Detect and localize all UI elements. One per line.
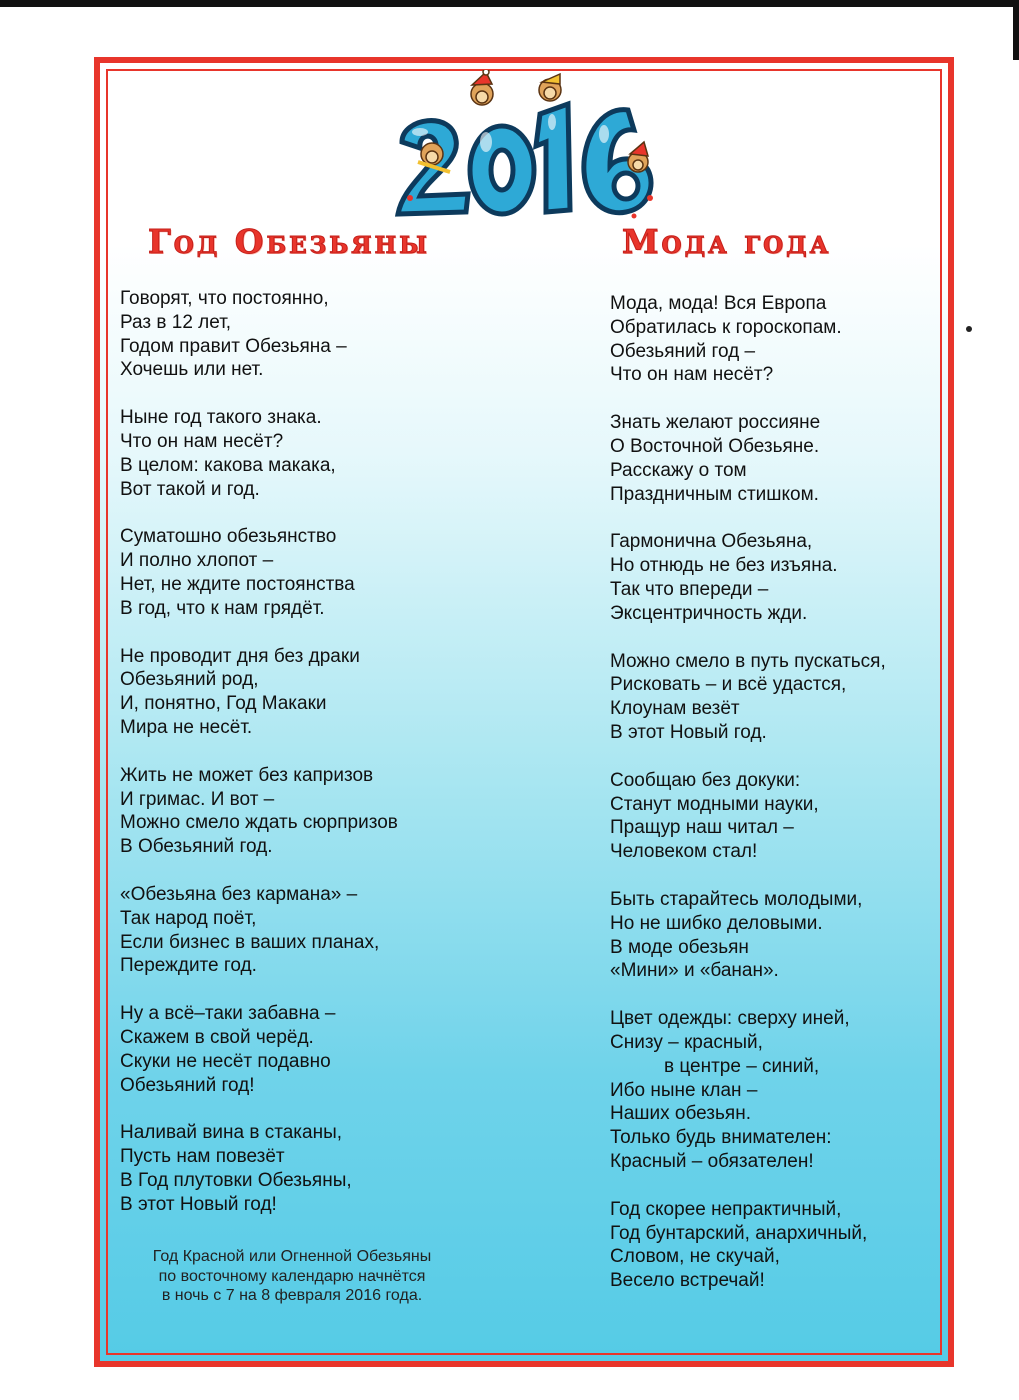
poem-line: Весело встречай! [610, 1270, 765, 1292]
note-line: по восточному календарю начнётся [158, 1267, 426, 1285]
poem-line: Человеком стал! [610, 841, 758, 863]
poem-line: В целом: какова макака, [120, 454, 336, 476]
poem-line: Говорят, что постоянно, [120, 288, 329, 309]
poem-line: Рисковать – и всё удастся, [610, 674, 847, 696]
poem-line: Нет, не ждите постоянства [120, 573, 355, 595]
stanza [120, 883, 500, 978]
poem-line: Мода, мода! Вся Европа [610, 293, 827, 314]
poem-line: Годом правит Обезьяна – [120, 335, 347, 357]
note-line: Год Красной или Огненной Обезьяны [152, 1248, 432, 1265]
poem-line: «Обезьяна без кармана» – [120, 883, 358, 905]
stanza [120, 525, 500, 620]
note-line: в ночь с 7 на 8 февраля 2016 года. [161, 1287, 423, 1304]
stanza [610, 411, 990, 506]
poem-line: Клоунам везёт [610, 698, 740, 720]
poem-line: И, понятно, Год Макаки [120, 693, 327, 715]
poem-line: Жить не может без капризов [120, 764, 374, 786]
poem-line: Праздничным стишком. [610, 483, 819, 505]
stanza [120, 406, 500, 501]
poem-line: Наших обезьян. [610, 1103, 751, 1125]
poem-line: Знать желают россияне [610, 412, 821, 434]
poem-line: И гримас. И вот – [120, 788, 275, 810]
poem-line: Хочешь или нет. [120, 359, 264, 381]
poem-line: В моде обезьян [610, 936, 749, 958]
poem-line: Что он нам несёт? [120, 430, 284, 452]
poem-line: В этот Новый год! [120, 1193, 277, 1215]
poem-line: Можно смело ждать сюрпризов [120, 812, 398, 834]
poem-line: В этот Новый год. [610, 721, 767, 743]
monkeys-2016-logo-icon [390, 70, 660, 220]
poem-line: Можно смело в путь пускаться, [610, 650, 886, 672]
poem-line: Не проводит дня без драки [120, 645, 360, 667]
right-poem [610, 292, 990, 1317]
poem-line: Пращур наш читал – [610, 817, 794, 839]
poem-line: Красный – обязателен! [610, 1150, 814, 1172]
poem-line: Наливай вина в стаканы, [120, 1122, 343, 1144]
poem-line: Скажем в свой черёд. [120, 1026, 314, 1048]
poem-line: Обезьяний род, [120, 669, 259, 691]
poem-line: Сообщаю без докуки: [610, 769, 801, 791]
poem-line: Мира не несёт. [120, 716, 253, 738]
poem-line: Гармонична Обезьяна, [610, 531, 813, 553]
stanza [120, 287, 500, 382]
stanza [120, 645, 500, 740]
poem-line: В Обезьяний год. [120, 836, 273, 858]
poem-line: Цвет одежды: сверху иней, [610, 1008, 850, 1030]
left-poem [120, 287, 500, 1241]
poem-line: Так народ поёт, [120, 907, 257, 929]
stanza [610, 1198, 990, 1293]
poem-line: Ибо ныне клан – [610, 1079, 758, 1101]
calendar-note [112, 1247, 472, 1306]
poem-line: Если бизнес в ваших планах, [120, 931, 380, 953]
poem-line: Только будь внимателен: [610, 1127, 832, 1149]
stanza [610, 769, 990, 864]
stanza [120, 764, 500, 859]
poem-line: Так что впереди – [610, 578, 769, 600]
poem-line: Год бунтарский, анархичный, [610, 1222, 868, 1244]
stanza [610, 530, 990, 625]
scan-top-edge [0, 0, 1019, 7]
scan-dot [966, 326, 972, 332]
poem-line: Обратилась к гороскопам. [610, 316, 842, 338]
poem-line: В Год плутовки Обезьяны, [120, 1169, 352, 1191]
poem-line: Расскажу о том [610, 459, 747, 481]
scan-right-edge [1013, 0, 1019, 60]
poem-line: Обезьяний год! [120, 1074, 255, 1096]
poem-line: В год, что к нам грядёт. [120, 597, 325, 619]
poem-line: Ну а всё–таки забавна – [120, 1003, 336, 1025]
poem-line: Станут модными науки, [610, 793, 819, 815]
left-heading: Год Обезьяны [148, 222, 430, 261]
poem-line: в центре – синий, [664, 1055, 820, 1077]
poem-line: Обезьяний год – [610, 340, 756, 362]
poem-line: Эксцентричность жди. [610, 602, 808, 624]
poem-line: Словом, не скучай, [610, 1246, 780, 1268]
poem-line: «Мини» и «банан». [610, 960, 779, 982]
poem-line: Вот такой и год. [120, 478, 260, 500]
poem-line: Но отнюдь не без изъяна. [610, 555, 838, 577]
stanza [610, 888, 990, 983]
stanza [120, 1002, 500, 1097]
poem-line: Суматошно обезьянство [120, 526, 337, 548]
poem-line: Раз в 12 лет, [120, 311, 232, 333]
poem-line: Скуки не несёт подавно [120, 1050, 331, 1072]
poem-line: И полно хлопот – [120, 550, 274, 572]
poem-line: Переждите год. [120, 955, 257, 977]
right-heading: Мода года [622, 222, 832, 261]
poem-line: Год скорее непрактичный, [610, 1198, 842, 1220]
poem-line: Быть старайтесь молодыми, [610, 888, 863, 910]
poem-line: Ныне год такого знака. [120, 407, 322, 429]
poem-line: О Восточной Обезьяне. [610, 435, 820, 457]
poem-line: Но не шибко деловыми. [610, 912, 823, 934]
stanza [610, 1007, 990, 1174]
stanza [120, 1121, 500, 1216]
stanza [610, 292, 990, 387]
stanza [610, 650, 990, 745]
poem-line: Что он нам несёт? [610, 364, 774, 386]
poem-line: Пусть нам повезёт [120, 1146, 285, 1168]
poem-line: Снизу – красный, [610, 1031, 763, 1053]
